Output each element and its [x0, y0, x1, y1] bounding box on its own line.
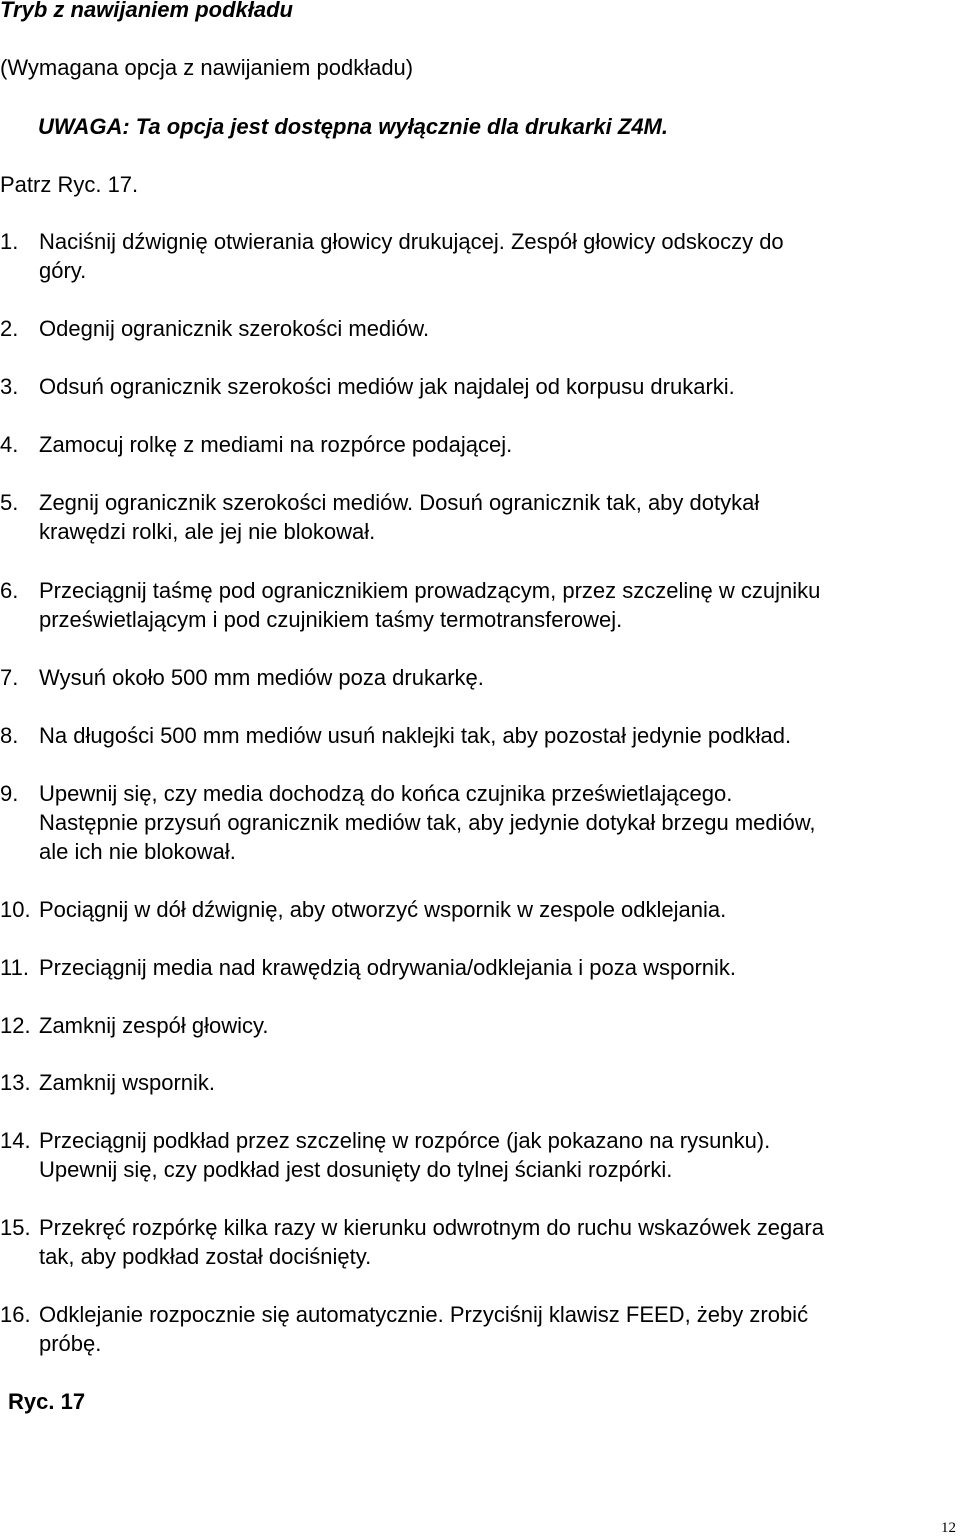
step-text-line: Upewnij się, czy media dochodzą do końca czujnika prześwietlającego. — [39, 781, 733, 806]
section-title: Tryb z nawijaniem podkładu — [0, 0, 293, 22]
step-text-line: Na długości 500 mm mediów usuń naklejki tak, aby pozostał jedynie podkład. — [39, 723, 792, 748]
step-text — [39, 488, 960, 546]
step-text-line: Odegnij ogranicznik szerokości mediów. — [39, 316, 430, 341]
step-text-line: Zamknij zespół głowicy. — [39, 1013, 269, 1038]
step-text — [39, 1300, 960, 1358]
step-text — [39, 314, 960, 343]
warning-note: UWAGA: Ta opcja jest dostępna wyłącznie dla drukarki Z4M. — [38, 114, 668, 139]
step-text-line: Upewnij się, czy podkład jest dosunięty do tylnej ścianki rozpórki. — [39, 1157, 673, 1182]
step-number: 10. — [0, 897, 31, 922]
step-text-line: prześwietlającym i pod czujnikiem taśmy termotransferowej. — [39, 607, 623, 632]
step-text-line: Wysuń około 500 mm mediów poza drukarkę. — [39, 665, 484, 690]
step-text-line: Zamocuj rolkę z mediami na rozpórce podającej. — [39, 432, 513, 457]
step-text — [39, 721, 960, 750]
step-text-line: Przeciągnij media nad krawędzią odrywania/odklejania i poza wspornik. — [39, 955, 737, 980]
step-number: 13. — [0, 1070, 31, 1095]
step-text-line: Następnie przysuń ogranicznik mediów tak, aby jedynie dotykał brzegu mediów, — [39, 810, 816, 835]
step-text-line: ale ich nie blokował. — [39, 839, 236, 864]
step-number: 16. — [0, 1302, 31, 1327]
step-text — [39, 779, 960, 866]
step-text-line: Pociągnij w dół dźwignię, aby otworzyć wspornik w zespole odklejania. — [39, 897, 727, 922]
figure-reference: Patrz Ryc. 17. — [0, 172, 139, 197]
step-text — [39, 953, 960, 982]
step-number: 5. — [0, 490, 19, 515]
figure-label: Ryc. 17 — [8, 1389, 86, 1414]
step-text — [39, 576, 960, 634]
step-text-line: krawędzi rolki, ale jej nie blokował. — [39, 519, 376, 544]
step-number: 15. — [0, 1215, 31, 1240]
step-number: 1. — [0, 229, 19, 254]
step-text-line: Odsuń ogranicznik szerokości mediów jak najdalej od korpusu drukarki. — [39, 374, 735, 399]
step-text — [39, 227, 960, 285]
step-text-line: Przekręć rozpórkę kilka razy w kierunku odwrotnym do ruchu wskazówek zegara — [39, 1215, 824, 1240]
step-number: 4. — [0, 432, 19, 457]
step-number: 3. — [0, 374, 19, 399]
step-text — [39, 1213, 960, 1271]
step-text-line: Przeciągnij taśmę pod ogranicznikiem prowadzącym, przez szczelinę w czujniku — [39, 578, 821, 603]
section-subtitle: (Wymagana opcja z nawijaniem podkładu) — [0, 55, 414, 80]
step-number: 2. — [0, 316, 19, 341]
step-number: 7. — [0, 665, 19, 690]
step-text-line: Zegnij ogranicznik szerokości mediów. Dosuń ogranicznik tak, aby dotykał — [39, 490, 760, 515]
step-text-line: próbę. — [39, 1331, 102, 1356]
step-text — [39, 430, 960, 459]
step-number: 11. — [0, 955, 29, 980]
step-number: 12. — [0, 1013, 31, 1038]
step-text — [39, 1011, 960, 1040]
step-text-line: Przeciągnij podkład przez szczelinę w rozpórce (jak pokazano na rysunku). — [39, 1128, 771, 1153]
step-text — [39, 895, 960, 924]
step-number: 6. — [0, 578, 19, 603]
step-text-line: Odklejanie rozpocznie się automatycznie. Przyciśnij klawisz FEED, żeby zrobić — [39, 1302, 809, 1327]
step-number: 9. — [0, 781, 19, 806]
step-text-line: tak, aby podkład został dociśnięty. — [39, 1244, 372, 1269]
step-number: 14. — [0, 1128, 31, 1153]
step-text — [39, 372, 960, 401]
step-text-line: Zamknij wspornik. — [39, 1070, 216, 1095]
step-text — [39, 663, 960, 692]
step-number: 8. — [0, 723, 19, 748]
step-text-line: góry. — [39, 258, 87, 283]
step-text-line: Naciśnij dźwignię otwierania głowicy drukującej. Zespół głowicy odskoczy do — [39, 229, 784, 254]
step-text — [39, 1126, 960, 1184]
page-number: 12 — [941, 1520, 956, 1536]
step-text — [39, 1068, 960, 1097]
